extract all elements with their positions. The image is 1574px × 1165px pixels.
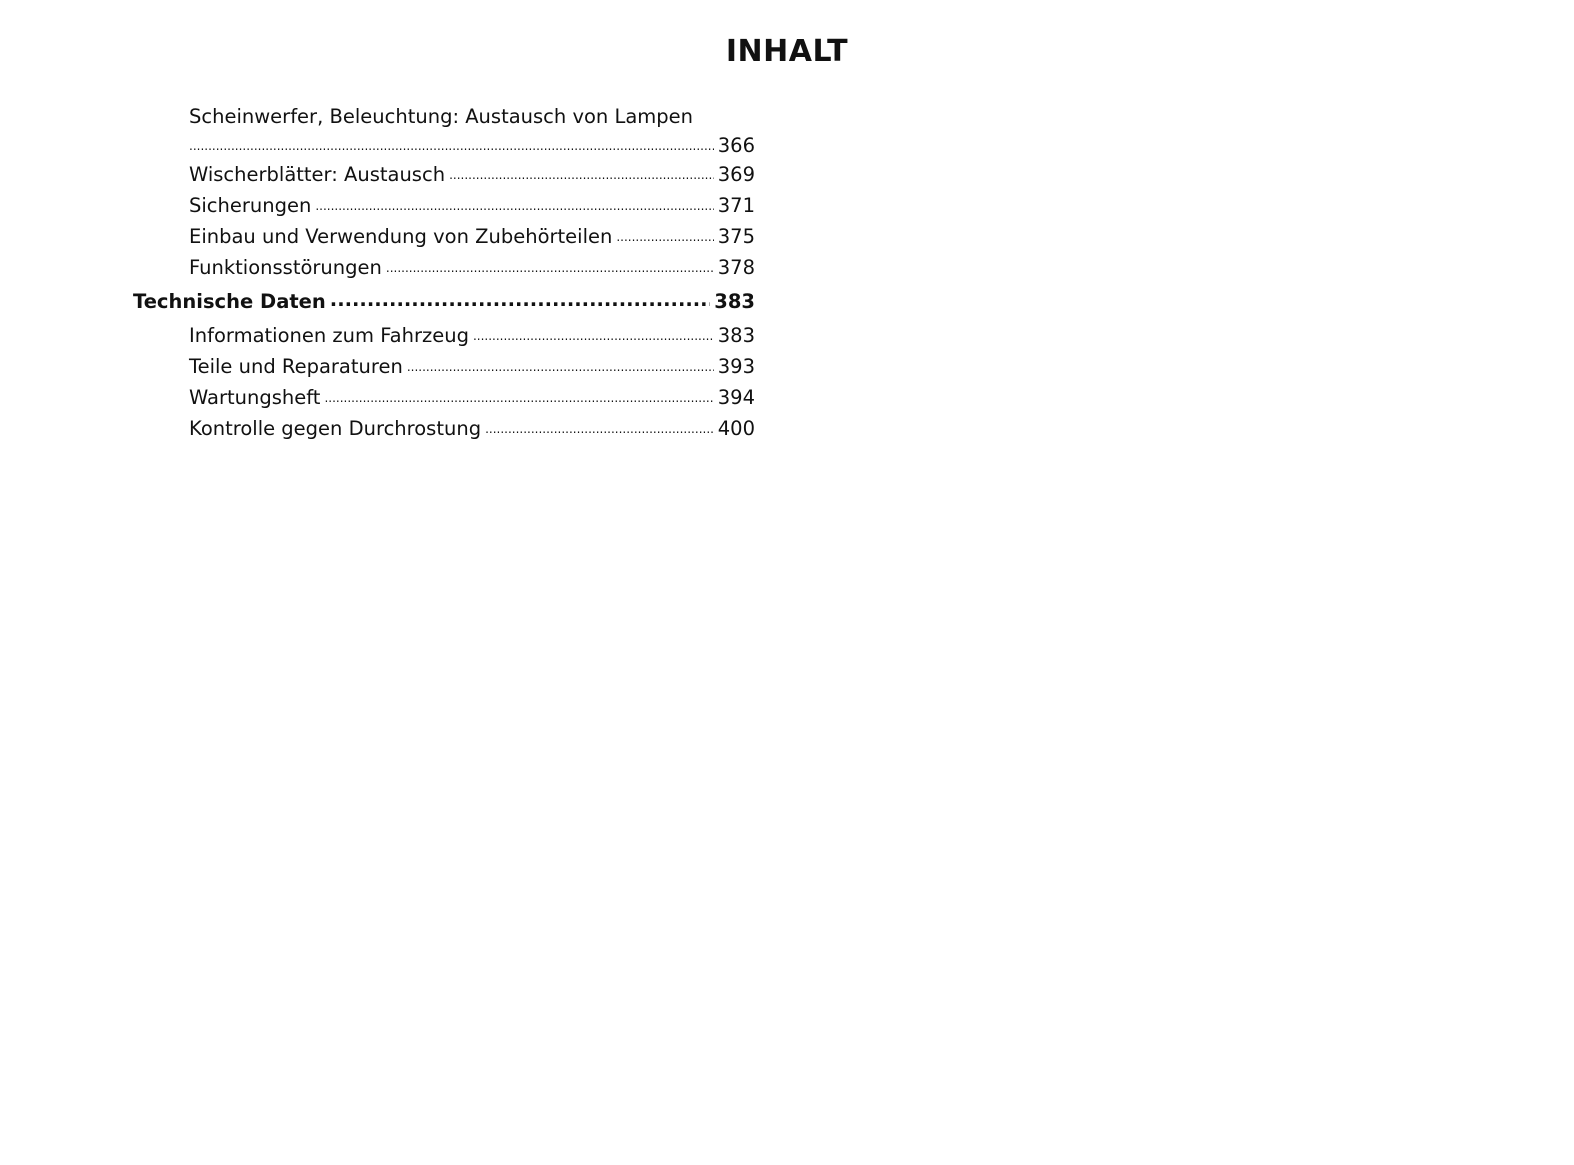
dot-leader xyxy=(407,353,714,373)
toc-entry[interactable] xyxy=(133,252,755,283)
toc-entry-label: Teile und Reparaturen xyxy=(189,354,403,378)
dot-leader xyxy=(386,254,714,274)
dot-leader xyxy=(473,322,714,342)
toc-entry-page: 393 xyxy=(717,354,755,378)
dot-leader xyxy=(616,223,713,243)
dot-leader xyxy=(330,288,710,308)
toc-chapter[interactable] xyxy=(133,285,755,319)
toc-entry[interactable] xyxy=(133,320,755,351)
dot-leader xyxy=(449,161,714,181)
toc-entry[interactable] xyxy=(133,413,755,444)
toc-entry-page: 375 xyxy=(717,224,755,248)
toc-entry-label: Sicherungen xyxy=(189,193,312,217)
toc-entry-label: Wartungsheft xyxy=(189,385,321,409)
table-of-contents xyxy=(133,101,755,444)
toc-entry-page: 378 xyxy=(717,255,755,279)
toc-entry-label: Wischerblätter: Austausch xyxy=(189,162,446,186)
dot-leader xyxy=(485,415,714,435)
toc-entry[interactable] xyxy=(133,190,755,221)
dot-leader xyxy=(189,132,714,152)
toc-entry[interactable] xyxy=(133,382,755,413)
page-title: INHALT xyxy=(725,34,849,69)
toc-entry-label: Scheinwerfer, Beleuchtung: Austausch von Lampen xyxy=(189,105,694,128)
toc-chapter-page: 383 xyxy=(714,289,755,313)
toc-entry-page: 400 xyxy=(717,416,755,440)
toc-entry-label: Informationen zum Fahrzeug xyxy=(189,323,469,347)
toc-entry-page: 383 xyxy=(717,323,755,347)
toc-entry[interactable] xyxy=(133,221,755,252)
toc-entry-page: 366 xyxy=(717,133,755,157)
toc-entry-page: 369 xyxy=(717,162,755,186)
toc-entry-page: 394 xyxy=(717,385,755,409)
toc-entry-label: Kontrolle gegen Durchrostung xyxy=(189,416,482,440)
dot-leader xyxy=(324,384,713,404)
toc-entry[interactable] xyxy=(133,101,755,159)
toc-entry-label: Funktionsstörungen xyxy=(189,255,382,279)
toc-entry[interactable] xyxy=(133,351,755,382)
toc-entry-label: Einbau und Verwendung von Zubehörteilen xyxy=(189,224,613,248)
toc-entry[interactable] xyxy=(133,159,755,190)
toc-entry-page: 371 xyxy=(717,193,755,217)
dot-leader xyxy=(315,192,713,212)
toc-chapter-label: Technische Daten xyxy=(133,289,326,313)
